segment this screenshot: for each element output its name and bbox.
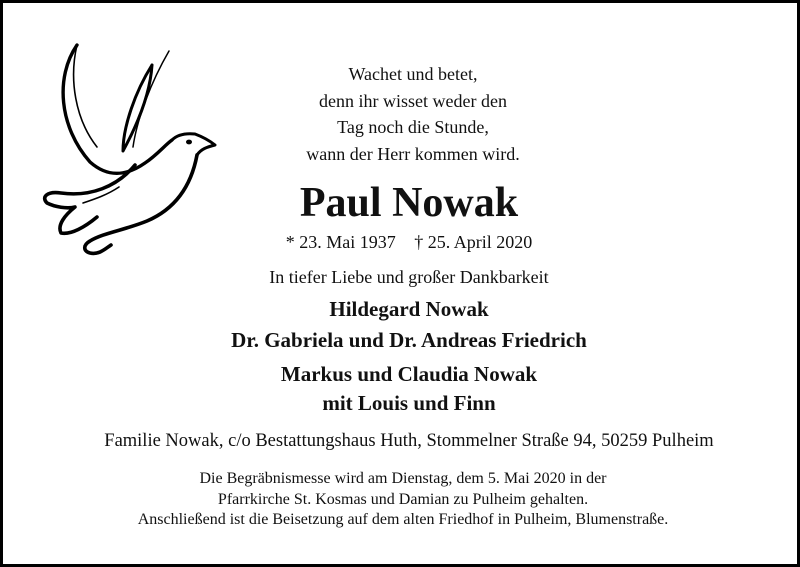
verse-line: wann der Herr kommen wird. (306, 143, 520, 164)
verse (248, 61, 578, 167)
family-address: Familie Nowak, c/o Bestattungshaus Huth, Stommelner Straße 94, 50259 Pulheim (104, 431, 714, 451)
death-date: † 25. April 2020 (414, 232, 533, 252)
mourners-list (3, 294, 800, 416)
dedication: In tiefer Liebe und großer Dankbarkeit (269, 267, 549, 287)
mourner: Hildegard Nowak (329, 297, 489, 321)
mourner: Dr. Gabriela und Dr. Andreas Friedrich (231, 328, 587, 352)
dove-icon (35, 37, 220, 262)
service-info (3, 469, 800, 531)
birth-date: * 23. Mai 1937 (285, 232, 396, 252)
verse-line: Tag noch die Stunde, (337, 117, 489, 137)
service-line: Anschließend ist die Beisetzung auf dem alten Friedhof in Pulheim, Blumenstraße. (137, 511, 669, 528)
deceased-name: Paul Nowak (299, 180, 519, 226)
verse-line: Wachet und betet, (348, 64, 478, 84)
mourner: mit Louis und Finn (322, 391, 496, 415)
life-dates (3, 230, 800, 254)
verse-line: denn ihr wisset weder den (319, 90, 507, 111)
service-line: Die Begräbnismesse wird am Dienstag, dem 5. Mai 2020 in der (199, 470, 607, 487)
service-line: Pfarrkirche St. Kosmas und Damian zu Pulheim gehalten. (217, 490, 589, 508)
mourner: Markus und Claudia Nowak (280, 362, 538, 386)
